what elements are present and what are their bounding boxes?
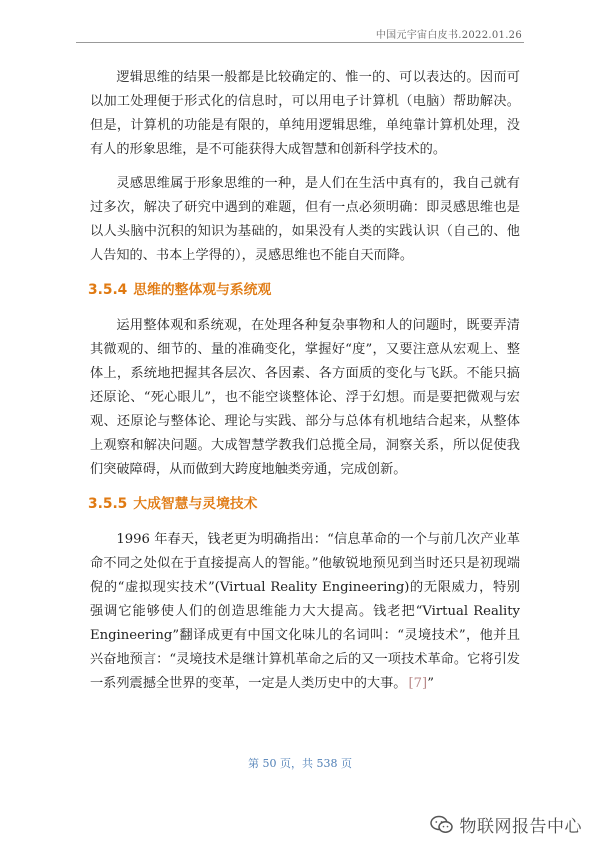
- paragraph: [90, 528, 520, 696]
- document-body: [90, 66, 520, 706]
- paragraph-text-end: ”: [427, 676, 434, 691]
- wechat-icon: [430, 815, 454, 835]
- section-title: 大成智慧与灵境技术: [133, 496, 258, 512]
- source-watermark: [430, 812, 583, 837]
- header-divider: [76, 42, 524, 43]
- paragraph-text: 1996 年春天，钱老更为明确指出：“信息革命的一个与前几次产业革命不同之处似在于直接提高人的智能。”他敏锐地预见到当时还只是初现端倪的“虚拟现实技术”(Virtual Reality Engineering)的无限威力，特别强调它能够使人们的创造思维能力大大提高。钱老把“Virtual Reality Engineering”翻译成更有中国文化味儿的名词叫：“灵境技术”，他并且兴奋地预言：“灵境技术是继计算机革命之后的又一项技术革命。它将引发一系列震撼全世界的变革，一定是人类历史中的大事。: [90, 532, 520, 691]
- paragraph: 运用整体观和系统观，在处理各种复杂事物和人的问题时，既要弄清其微观的、细节的、量的准确变化，掌握好“度”，又要注意从宏观上、整体上，系统地把握其各层次、各因素、各方面质的变化与飞跃。不能只搞还原论、“死心眼儿”，也不能空谈整体论、浮于幻想。而是要把微观与宏观、还原论与整体论、理论与实践、部分与总体有机地结合起来，从整体上观察和解决问题。大成智慧学教我们总揽全局，洞察关系，所以促使我们突破障碍，从而做到大跨度地触类旁通，完成创新。: [90, 318, 520, 477]
- section-heading-3-5-5: [88, 492, 520, 516]
- section-heading-3-5-4: [88, 278, 520, 302]
- paragraph: 逻辑思维的结果一般都是比较确定的、惟一的、可以表达的。因而可以加工处理便于形式化的信息时，可以用电子计算机（电脑）帮助解决。但是，计算机的功能是有限的，单纯用逻辑思维，单纯靠计算机处理，没有人的形象思维，是不可能获得大成智慧和创新科学技术的。: [90, 70, 520, 157]
- paragraph: 灵感思维属于形象思维的一种，是人们在生活中真有的，我自己就有过多次，解决了研究中遇到的难题，但有一点必须明确：即灵感思维也是以人头脑中沉积的知识为基础的，如果没有人类的实践认识（自己的、他人告知的、书本上学得的），灵感思维也不能自天而降。: [90, 176, 520, 263]
- section-number: 3.5.5: [88, 496, 128, 512]
- page-number: 第 50 页，共 538 页: [248, 757, 352, 770]
- running-header: 中国元宇宙白皮书.2022.01.26: [375, 30, 522, 41]
- section-number: 3.5.4: [88, 282, 128, 298]
- citation-link[interactable]: [7]: [408, 676, 428, 691]
- watermark-text: 物联网报告中心: [459, 817, 582, 837]
- section-title: 思维的整体观与系统观: [133, 282, 272, 298]
